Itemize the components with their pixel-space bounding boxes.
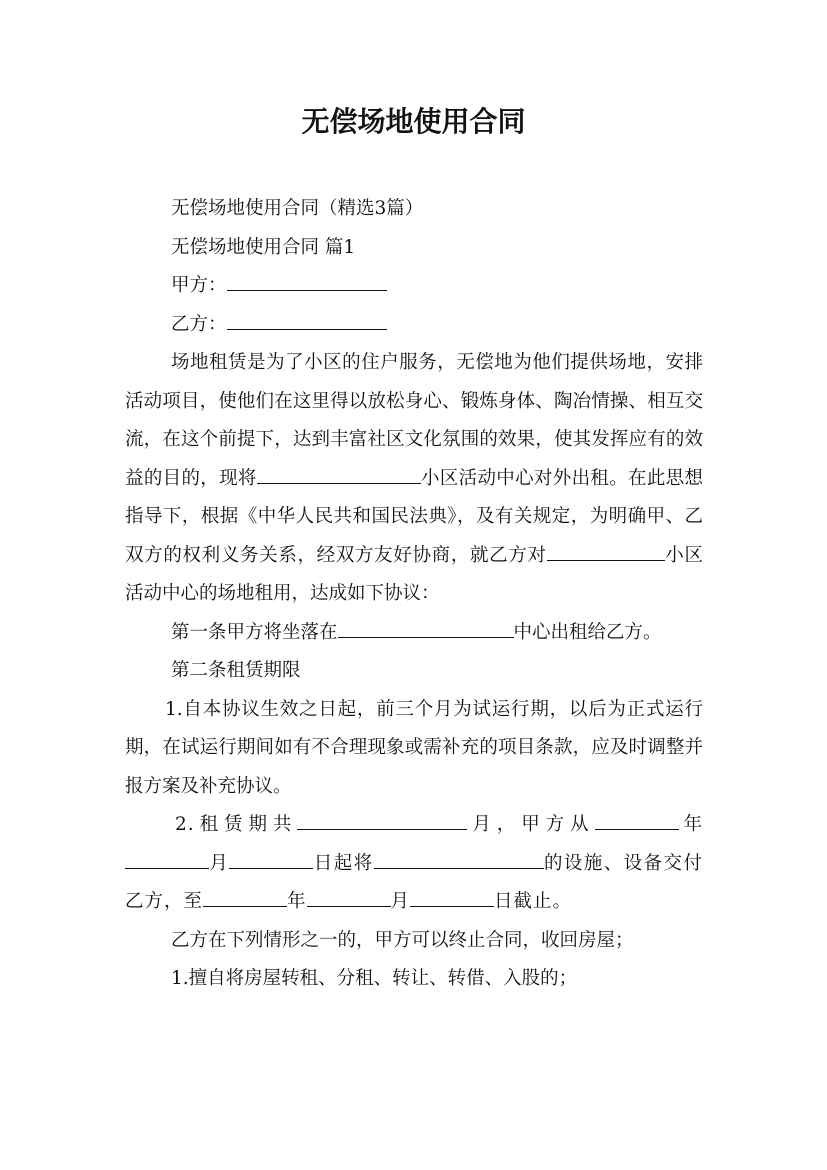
end-year-blank — [203, 890, 287, 907]
part-heading: 无偿场地使用合同 篇1 — [171, 236, 356, 258]
party-b-line — [125, 306, 703, 345]
item-2-text-i: 日截止。 — [494, 891, 573, 912]
end-month-blank — [307, 890, 391, 907]
intro-text-3: 小区活动中心的场地租用，达成如下协议： — [125, 544, 703, 604]
intro-text-2: 小区活动中心对外出租。在此思想指导下，根据《中华人民共和国民法典》，及有关规定，为明确甲、乙双方的权利义务关系，经双方友好协商，就乙方对 — [125, 467, 703, 566]
community-name-blank-2 — [547, 544, 665, 561]
start-month-blank — [125, 852, 209, 869]
item-2-text-e: 日起将 — [313, 852, 374, 874]
party-a-blank — [227, 274, 387, 291]
document-title: 无偿场地使用合同 — [301, 105, 526, 138]
article-2-heading: 第二条租赁期限 — [171, 660, 301, 681]
intro-text-1: 场地租赁是为了小区的住户服务，无偿地为他们提供场地，安排活动项目，使他们在这里得以放松身心、锻炼身体、陶冶情操、相互交流，在这个前提下，达到丰富社区文化氛围的效果，使其发挥应有的效益的目的，现将 — [125, 352, 703, 489]
lease-item-2 — [125, 806, 703, 922]
termination-clause: 乙方在下列情形之一的，甲方可以终止合同，收回房屋； — [171, 929, 634, 951]
item-2-text-b: 月，甲方从 — [467, 814, 595, 835]
article-1 — [125, 614, 703, 653]
start-year-blank — [595, 813, 679, 830]
party-a-line — [125, 267, 703, 306]
item-2-text-a: 2.租赁期共 — [175, 814, 298, 835]
location-blank — [338, 621, 514, 638]
item-2-text-c: 年 — [678, 814, 703, 835]
lease-months-blank — [297, 813, 467, 830]
item-2-text-g: 年 — [287, 891, 307, 912]
item-2-text-d: 月 — [209, 852, 230, 874]
subtitle-line: 无偿场地使用合同（精选3篇） — [171, 198, 424, 219]
item-2-text-f: 的设施、设备交付乙方，至 — [125, 852, 703, 912]
party-a-label: 甲方： — [171, 275, 227, 296]
lease-item-1: 1.自本协议生效之日起，前三个月为试运行期，以后为正式运行期，在试运行期间如有不合理现象或需补充的项目条款，应及时调整并报方案及补充协议。 — [125, 698, 703, 797]
facility-blank — [374, 852, 544, 869]
article-1-text-a: 第一条甲方将坐落在 — [171, 621, 338, 643]
end-day-blank — [410, 890, 494, 907]
party-b-label: 乙方： — [171, 313, 227, 335]
document-body — [125, 190, 703, 999]
start-day-blank — [229, 852, 313, 869]
article-1-text-b: 中心出租给乙方。 — [513, 621, 662, 643]
community-name-blank-1 — [257, 467, 421, 484]
termination-item-1: 1.擅自将房屋转租、分租、转让、转借、入股的； — [171, 968, 578, 989]
item-2-text-h: 月 — [390, 891, 411, 912]
party-b-blank — [227, 313, 387, 330]
intro-paragraph — [125, 344, 703, 614]
